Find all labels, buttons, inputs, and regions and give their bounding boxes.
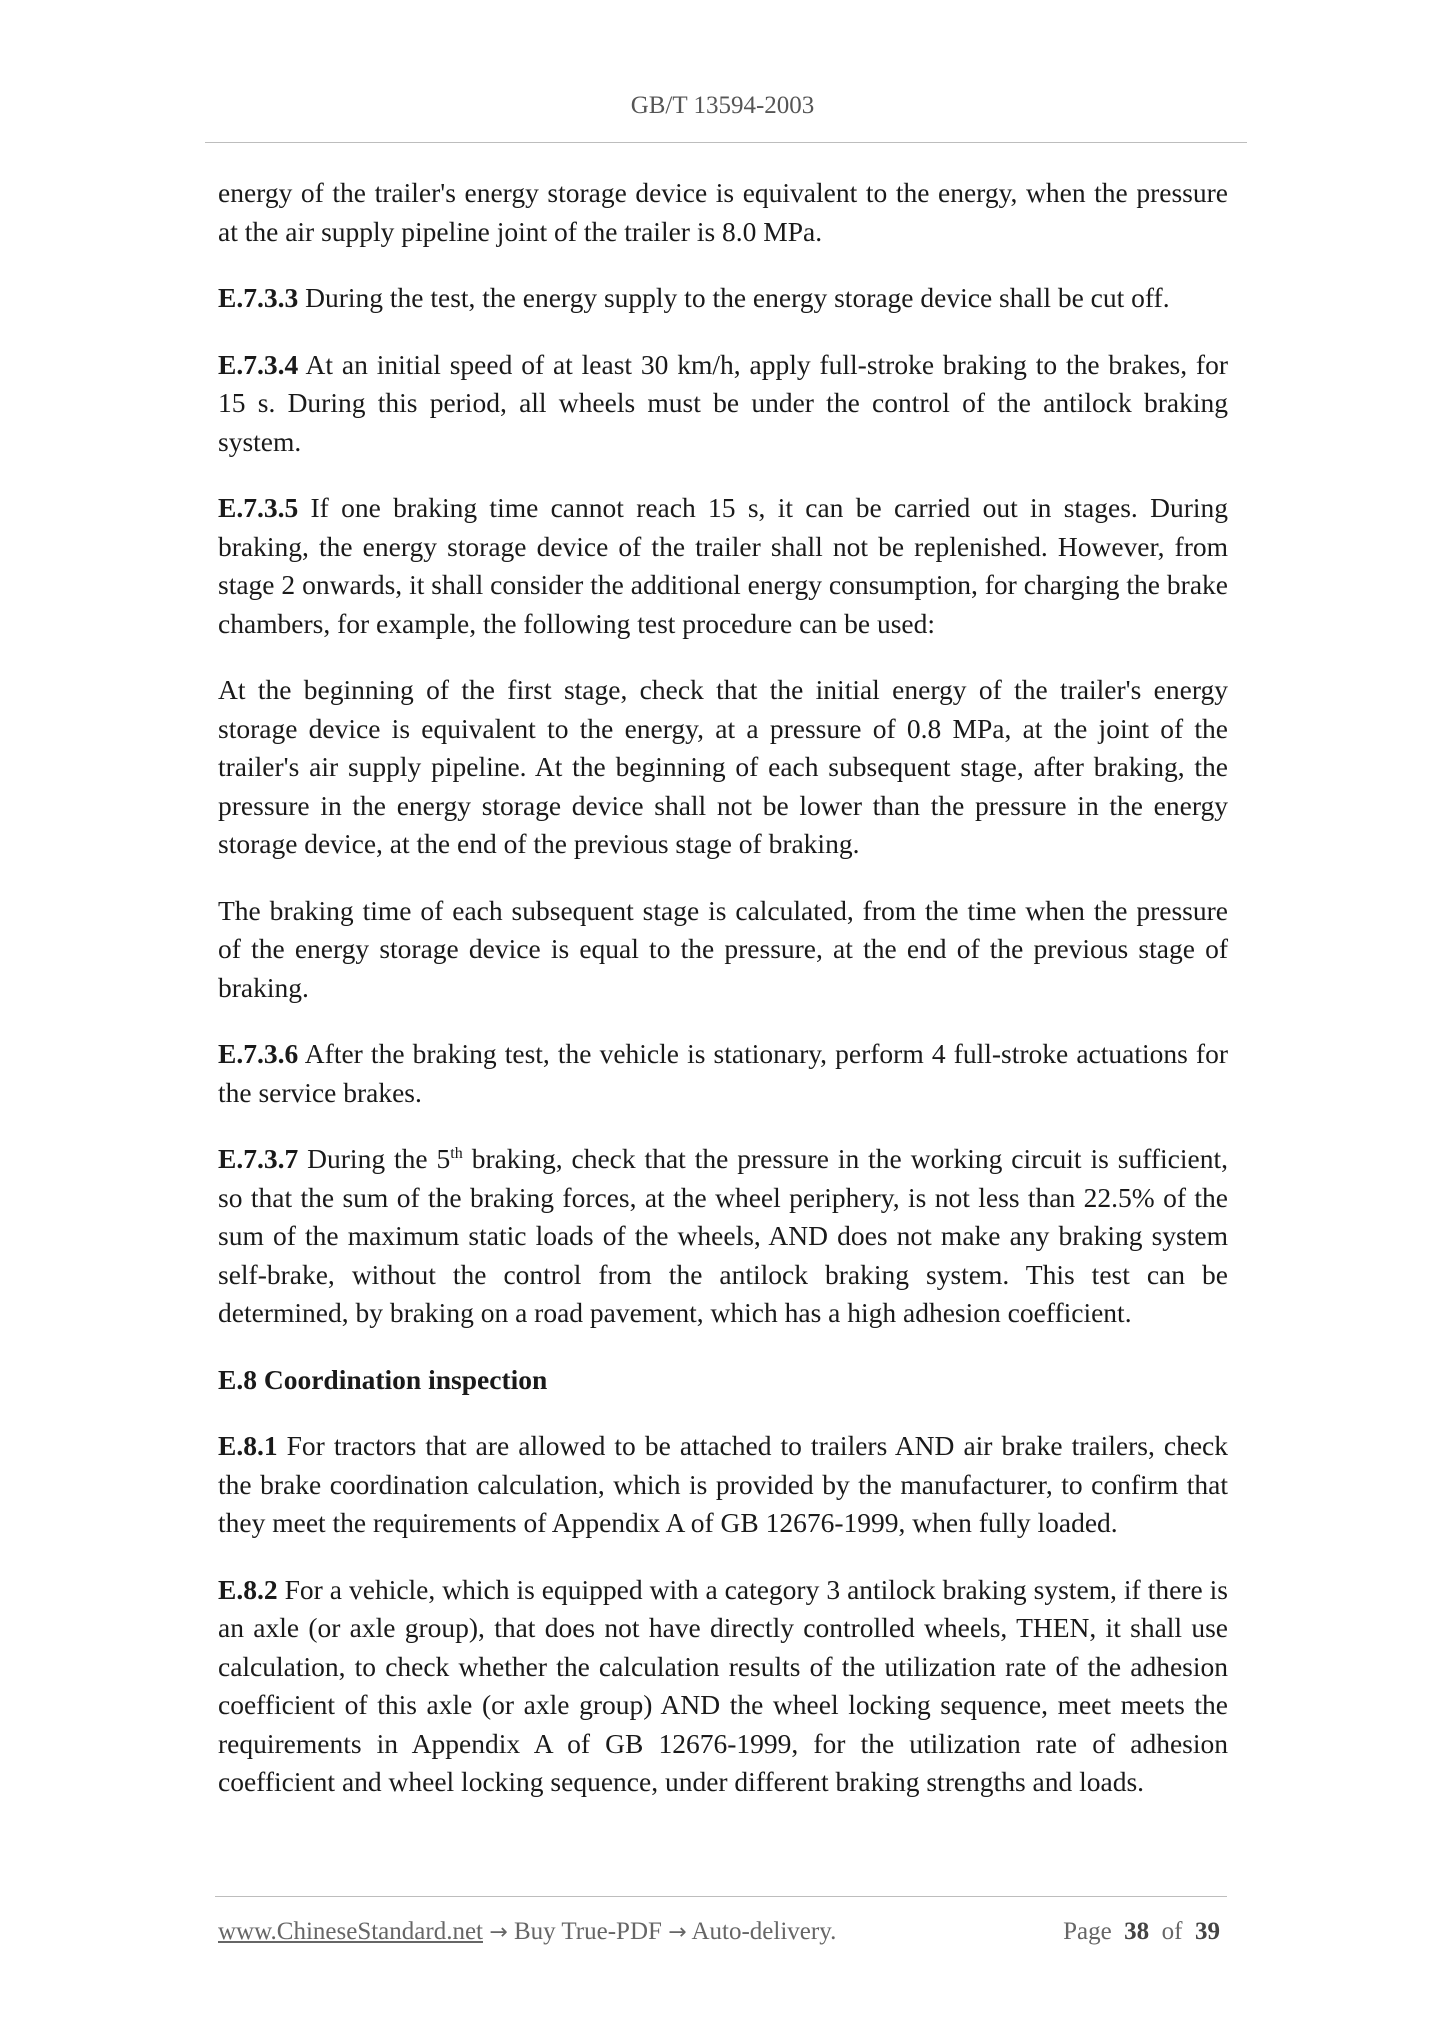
paragraph-text: braking, check that the pressure in the working circuit is sufficient, so that the sum of the braking forces, at the wheel periphery, is not less than 22.5% of the sum of the maximum static loads of the wheels, AND does not make any braking system self-brake, without the control from the antilock braking system. This test can be determined, by braking on a road pavement, which has a high adhesion coefficient. xyxy=(218,1143,1228,1328)
clause-number: E.7.3.6 xyxy=(218,1038,299,1069)
paragraph-text: During the 5 xyxy=(298,1143,451,1174)
paragraph-first-stage xyxy=(218,671,1228,864)
auto-delivery-text: Auto-delivery. xyxy=(691,1918,837,1945)
arrow-right-icon: → xyxy=(668,1920,687,1945)
paragraph-text: For a vehicle, which is equipped with a category 3 antilock braking system, if there is an axle (or axle group), that does not have directly controlled wheels, THEN, it shall use calculation, to check whether the calculation results of the utilization rate of the adhesion coefficient of this axle (or axle group) AND the wheel locking sequence, meet meets the requirements in Appendix A of GB 12676-1999, for the utilization rate of adhesion coefficient and wheel locking sequence, under different braking strengths and loads. xyxy=(218,1573,1228,1797)
buy-true-pdf-text: Buy True-PDF xyxy=(513,1918,662,1945)
of-label: of xyxy=(1161,1918,1183,1945)
total-pages-number: 39 xyxy=(1195,1918,1220,1945)
paragraph-e734 xyxy=(218,346,1228,462)
clause-number: E.8.1 xyxy=(218,1430,278,1461)
clause-number: E.7.3.7 xyxy=(218,1143,299,1174)
paragraph-text: If one braking time cannot reach 15 s, it can be carried out in stages. During braking, the energy storage device of the trailer shall not be replenished. However, from stage 2 onwards, it shall consider the additional energy consumption, for charging the brake chambers, for example, the following test procedure can be used: xyxy=(218,492,1228,639)
clause-number: E.7.3.4 xyxy=(218,348,299,380)
paragraph-text: After the braking test, the vehicle is stationary, perform 4 full-stroke actuations for the service brakes. xyxy=(218,1038,1228,1108)
arrow-right-icon: → xyxy=(489,1920,508,1945)
ordinal-superscript: th xyxy=(450,1145,463,1162)
paragraph-text: energy of the trailer's energy storage device is equivalent to the energy, when the pressure at the air supply pipeline joint of the trailer is 8.0 MPa. xyxy=(218,177,1228,247)
clause-number: E.7.3.3 xyxy=(218,282,299,313)
page-footer xyxy=(218,1918,1228,1946)
section-heading-e8: E.8 Coordination inspection xyxy=(218,1363,548,1395)
current-page-number: 38 xyxy=(1124,1918,1150,1945)
page-label: Page xyxy=(1063,1918,1112,1945)
paragraph-text: At an initial speed of at least 30 km/h, apply full-stroke braking to the brakes, for 15 s. During this period, all wheels must be under the control of the antilock braking system. xyxy=(218,348,1228,457)
paragraph-text: For tractors that are allowed to be attached to trailers AND air brake trailers, check the brake coordination calculation, which is provided by the manufacturer, to confirm that they meet the requirements of Appendix A of GB 12676-1999, when fully loaded. xyxy=(218,1430,1228,1538)
paragraph-e81 xyxy=(218,1427,1228,1543)
paragraph-braking-time xyxy=(218,892,1228,1008)
paragraph-continuation xyxy=(218,174,1228,251)
paragraph-e736 xyxy=(218,1035,1228,1112)
header-divider xyxy=(205,142,1247,143)
clause-number: E.8.2 xyxy=(218,1573,278,1605)
document-body xyxy=(218,174,1228,1830)
footer-divider xyxy=(215,1896,1227,1897)
paragraph-text: The braking time of each subsequent stage is calculated, from the time when the pressure of the energy storage device is equal to the pressure, at the end of the previous stage of braking. xyxy=(218,894,1228,1003)
paragraph-e82 xyxy=(218,1571,1228,1802)
clause-number: E.7.3.5 xyxy=(218,492,299,523)
paragraph-text: At the beginning of the first stage, check that the initial energy of the trailer's energy storage device is equivalent to the energy, at a pressure of 0.8 MPa, at the joint of the trailer's air supply pipeline. At the beginning of each subsequent stage, after braking, the pressure in the energy storage device shall not be lower than the pressure in the energy storage device, at the end of the previous stage of braking. xyxy=(218,674,1228,859)
paragraph-e737 xyxy=(218,1140,1228,1333)
website-link[interactable]: www.ChineseStandard.net xyxy=(218,1918,483,1945)
paragraph-text: During the test, the energy supply to the energy storage device shall be cut off. xyxy=(298,282,1170,313)
paragraph-e733 xyxy=(218,279,1228,318)
page-header-title: GB/T 13594-2003 xyxy=(630,92,815,119)
page-indicator xyxy=(1063,1918,1220,1946)
paragraph-e735 xyxy=(218,489,1228,643)
